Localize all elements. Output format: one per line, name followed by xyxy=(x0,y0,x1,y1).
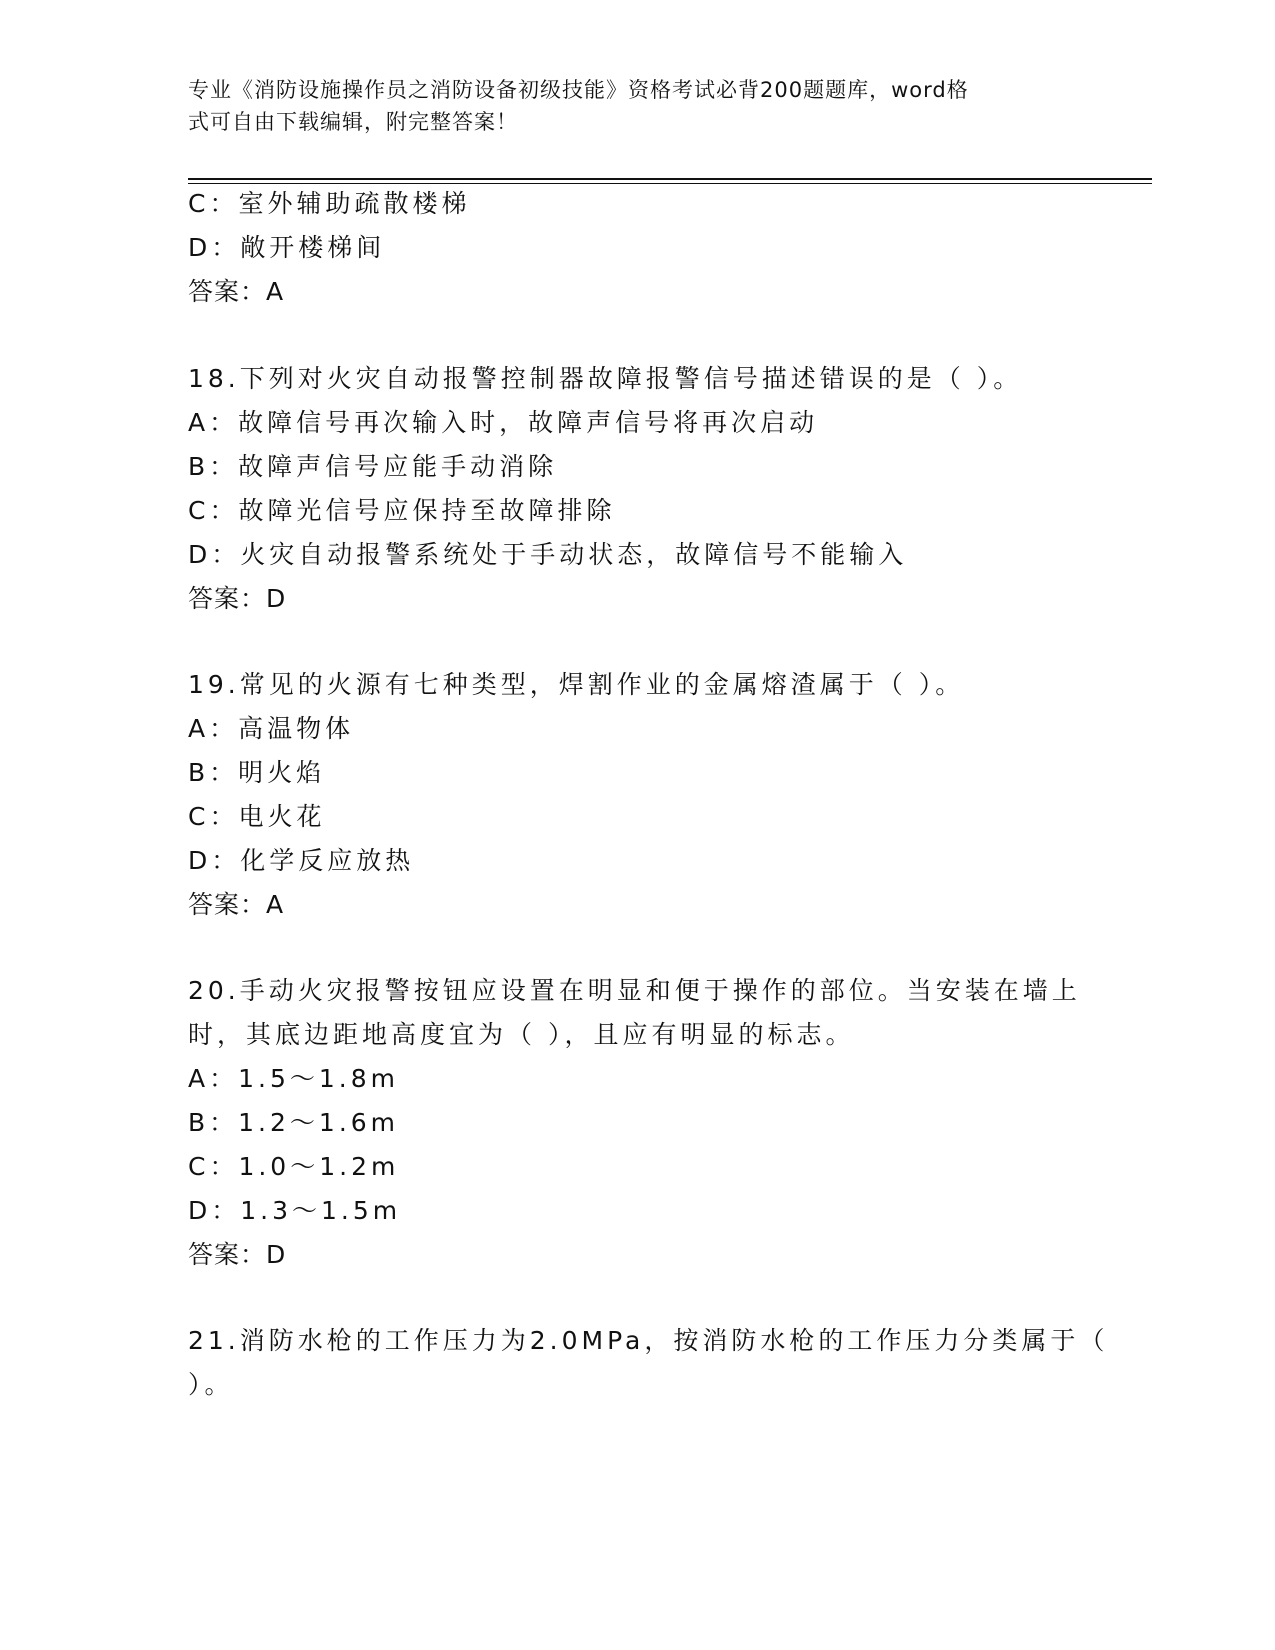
header-divider-thick xyxy=(188,178,1152,180)
option-a: A：故障信号再次输入时，故障声信号将再次启动 xyxy=(188,408,819,437)
header-divider-thin xyxy=(188,183,1152,184)
answer-line: 答案：D xyxy=(188,1240,287,1269)
question-stem: 21.消防水枪的工作压力为2.0MPa，按消防水枪的工作压力分类属于（ xyxy=(188,1326,1109,1355)
option-c: C：1.0～1.2m xyxy=(188,1152,400,1181)
answer-line: 答案：A xyxy=(188,890,285,919)
option-c: C：电火花 xyxy=(188,802,326,831)
header-line-1: 专业《消防设施操作员之消防设备初级技能》资格考试必背200题题库，word格 xyxy=(188,78,969,102)
option-b: B：故障声信号应能手动消除 xyxy=(188,452,558,481)
option-a: A：1.5～1.8m xyxy=(188,1064,399,1093)
option-b: B：明火焰 xyxy=(188,758,326,787)
question-stem: 18.下列对火灾自动报警控制器故障报警信号描述错误的是（ ）。 xyxy=(188,364,1023,393)
header-line-2: 式可自由下载编辑，附完整答案！ xyxy=(188,110,518,134)
question-stem-continued: ）。 xyxy=(188,1370,234,1399)
answer-line: 答案：D xyxy=(188,584,287,613)
option-b: B：1.2～1.6m xyxy=(188,1108,400,1137)
option-c: C：室外辅助疏散楼梯 xyxy=(188,189,471,218)
option-c: C：故障光信号应保持至故障排除 xyxy=(188,496,616,525)
option-a: A：高温物体 xyxy=(188,714,355,743)
question-stem-continued: 时，其底边距地高度宜为（ ），且应有明显的标志。 xyxy=(188,1020,855,1049)
answer-line: 答案：A xyxy=(188,277,285,306)
option-d: D：化学反应放热 xyxy=(188,846,415,875)
question-stem: 19.常见的火源有七种类型，焊割作业的金属熔渣属于（ ）。 xyxy=(188,670,965,699)
option-d: D：1.3～1.5m xyxy=(188,1196,402,1225)
option-d: D：火灾自动报警系统处于手动状态，故障信号不能输入 xyxy=(188,540,908,569)
option-d: D：敞开楼梯间 xyxy=(188,233,386,262)
document-header xyxy=(188,74,1068,138)
question-stem: 20.手动火灾报警按钮应设置在明显和便于操作的部位。当安装在墙上 xyxy=(188,976,1081,1005)
